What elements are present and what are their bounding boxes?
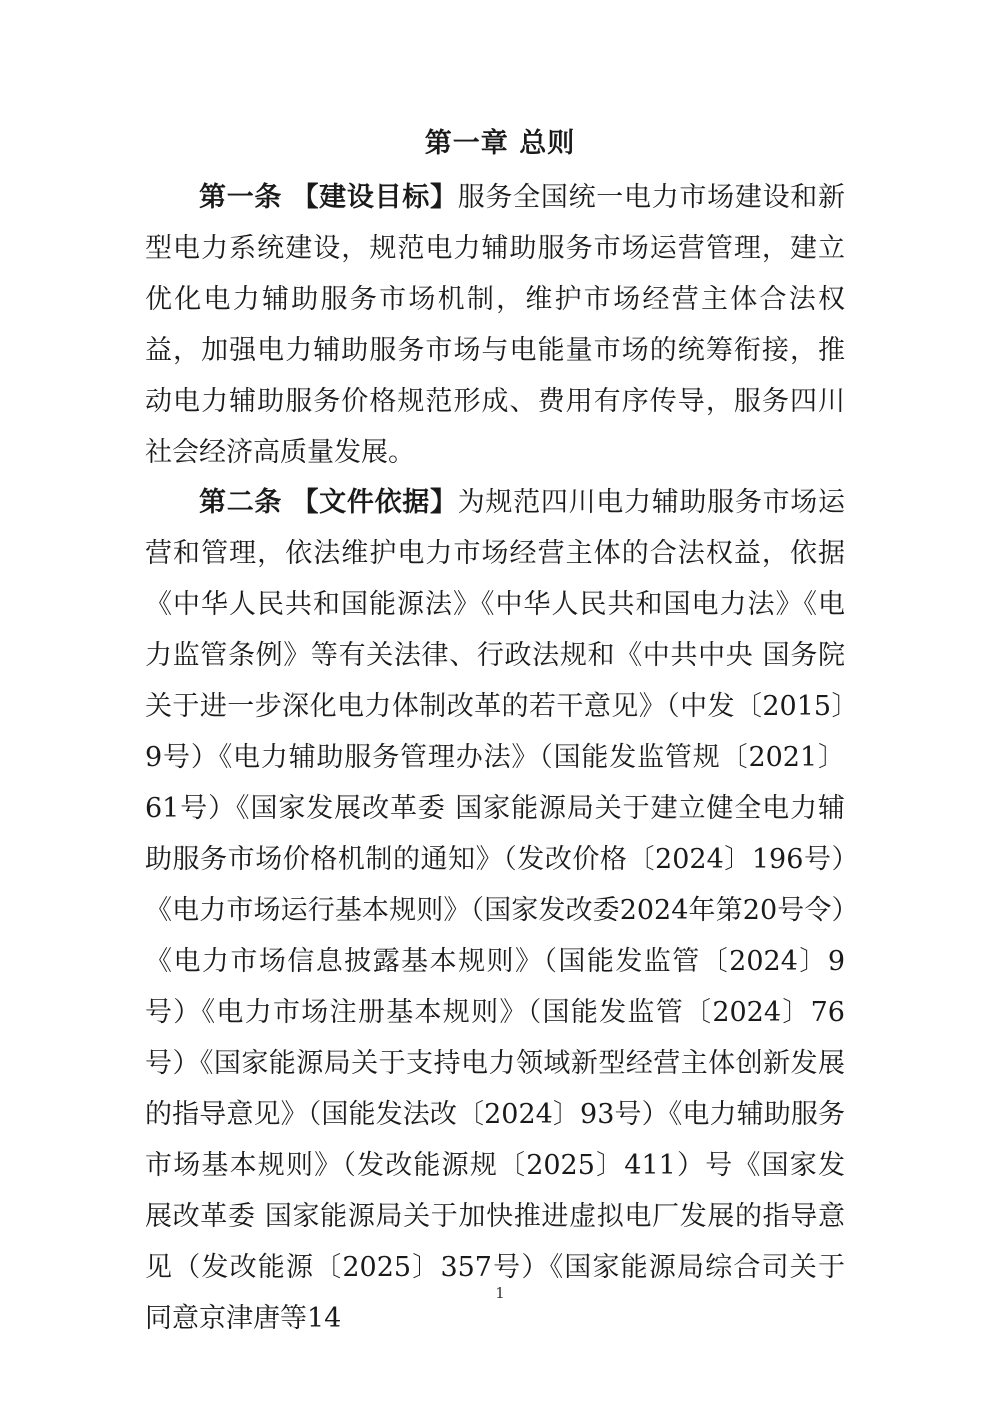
article-number: 第二条 (199, 487, 283, 518)
article-heading: 【文件依据】 (291, 487, 458, 518)
article-text: 为规范四川电力辅助服务市场运营和管理，依法维护电力市场经营主体的合法权益，依据《中华人民共和国能源法》《中华人民共和国电力法》《电力监管条例》等有关法律、行政法规和《中共中央 国务院关于进一步深化电力体制改革的若干意见》（中发〔2015〕9号）《电力辅助服务管理办法》（国能发监管规〔2021〕61号）《国家发展改革委 国家能源局关于建立健全电力辅助服务市场价格机制的通知》（发改价格〔2024〕196号）《电力市场运行基本规则》（国家发改委2024年第20号令）《电力市场信息披露基本规则》（国能发监管〔2024〕9号）《电力市场注册基本规则》（国能发监管〔2024〕76号）《国家能源局关于支持电力领域新型经营主体创新发展的指导意见》（国能发法改〔2024〕93号）《电力辅助服务市场基本规则》（发改能源规〔2025〕411）号《国家发展改革委 国家能源局关于加快推进虚拟电厂发展的指导意见（发改能源〔2025〕357号）《国家能源局综合司关于同意京津唐等14 (145, 487, 845, 1334)
article-2 (145, 477, 845, 1344)
article-number: 第一条 (199, 182, 283, 213)
article-1 (145, 172, 845, 478)
article-text: 服务全国统一电力市场建设和新型电力系统建设，规范电力辅助服务市场运营管理，建立优化电力辅助服务市场机制，维护市场经营主体合法权益，加强电力辅助服务市场与电能量市场的统筹衔接，推动电力辅助服务价格规范形成、费用有序传导，服务四川社会经济高质量发展。 (145, 182, 845, 468)
article-heading: 【建设目标】 (291, 182, 458, 213)
article-paragraph (145, 477, 845, 1344)
chapter-title: 第一章 总则 (424, 128, 576, 159)
page-number: 1 (495, 1284, 505, 1302)
article-paragraph (145, 172, 845, 478)
